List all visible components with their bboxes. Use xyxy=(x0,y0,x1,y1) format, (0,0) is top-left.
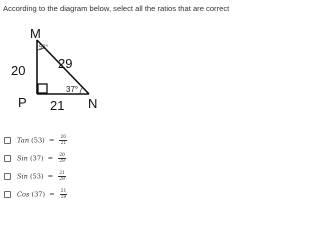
instruction-text: According to the diagram below, select all the ratios that are correct xyxy=(3,4,230,13)
side-label-left: 20 xyxy=(11,63,26,78)
option-fraction xyxy=(60,189,68,200)
option-fraction xyxy=(58,171,66,182)
option-angle: 53 xyxy=(33,136,43,144)
option-sin-53[interactable] xyxy=(4,167,194,185)
option-cos-37[interactable] xyxy=(4,185,194,203)
option-numerator: 21 xyxy=(59,170,65,176)
option-func: Sin xyxy=(17,172,28,180)
option-func: Cos xyxy=(17,190,30,198)
option-denominator: 21 xyxy=(60,140,67,146)
option-numerator: 20 xyxy=(59,152,65,158)
checkbox[interactable] xyxy=(4,155,11,162)
checkbox[interactable] xyxy=(4,173,11,180)
side-label-bottom: 21 xyxy=(50,98,65,113)
angle-label-m: 53° xyxy=(39,45,49,51)
option-expression: Cos (37) = $\frac{21}{29}$ xyxy=(17,188,67,200)
side-label-hypotenuse: 29 xyxy=(58,56,73,71)
option-numerator: 21 xyxy=(60,188,67,194)
checkbox[interactable] xyxy=(4,137,11,144)
option-denominator: 29 xyxy=(59,158,65,164)
angle-arc-n xyxy=(80,87,83,94)
option-sin-37[interactable] xyxy=(4,149,194,167)
answer-options xyxy=(4,131,194,203)
option-angle: 37 xyxy=(34,190,43,198)
option-tan-53[interactable] xyxy=(4,131,194,149)
vertex-label-n: N xyxy=(88,96,98,111)
option-fraction xyxy=(58,153,66,164)
option-angle: 53 xyxy=(32,172,41,180)
option-fraction xyxy=(59,135,67,146)
option-expression: Sin (37) = $\frac{20}{29}$ xyxy=(17,152,65,164)
vertex-label-m: M xyxy=(30,26,41,41)
option-numerator: 20 xyxy=(60,134,67,140)
vertex-label-p: P xyxy=(18,95,27,110)
option-denominator: 29 xyxy=(59,176,65,182)
checkbox[interactable] xyxy=(4,191,11,198)
right-angle-marker xyxy=(38,84,47,93)
option-func: Tan xyxy=(17,136,30,144)
option-expression: Tan (53) = $\frac{20}{21}$ xyxy=(17,134,67,146)
option-func: Sin xyxy=(17,154,28,162)
option-denominator: 29 xyxy=(60,194,67,200)
angle-label-n: 37° xyxy=(66,85,79,94)
option-angle: 37 xyxy=(32,154,41,162)
option-expression: Sin (53) = $\frac{21}{29}$ xyxy=(17,170,65,182)
